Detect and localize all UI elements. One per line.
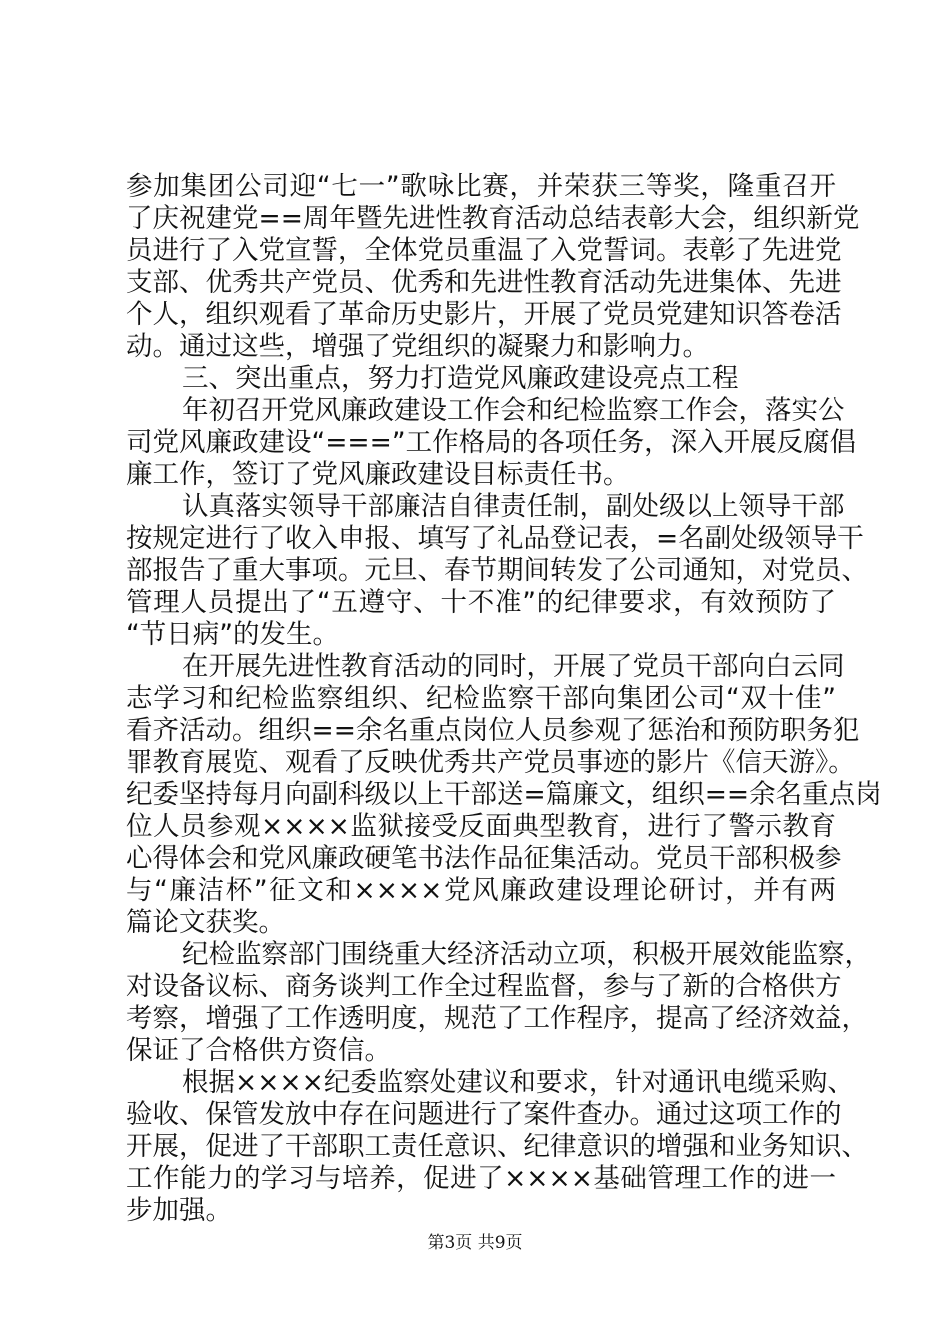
text-line: “节日病”的发生。 bbox=[126, 619, 339, 650]
text-line: 篇论文获奖。 bbox=[126, 907, 285, 938]
text-line: 对设备议标、商务谈判工作全过程监督，参与了新的合格供方 bbox=[126, 971, 842, 1002]
text-line: 个人，组织观看了革命历史影片，开展了党员党建知识答卷活 bbox=[126, 299, 842, 330]
text-line: 根据××××纪委监察处建议和要求，针对通讯电缆采购、 bbox=[182, 1067, 854, 1098]
text-line: 罪教育展览、观看了反映优秀共产党员事迹的影片《信天游》。 bbox=[126, 747, 855, 778]
text-line: 员进行了入党宣誓，全体党员重温了入党誓词。表彰了先进党 bbox=[126, 235, 842, 266]
text-line: 与“廉洁杯”征文和××××党风廉政建设理论研讨，并有两 bbox=[126, 875, 836, 906]
text-line: 在开展先进性教育活动的同时，开展了党员干部向白云同 bbox=[182, 651, 845, 682]
text-line: 按规定进行了收入申报、填写了礼品登记表，=名副处级领导干 bbox=[126, 523, 864, 554]
text-line: 考察，增强了工作透明度，规范了工作程序，提高了经济效益， bbox=[126, 1003, 868, 1034]
text-line: 三、突出重点，努力打造党风廉政建设亮点工程 bbox=[182, 363, 739, 394]
text-line: 认真落实领导干部廉洁自律责任制，副处级以上领导干部 bbox=[182, 491, 845, 522]
text-line: 纪委坚持每月向副科级以上干部送=篇廉文，组织==余名重点岗 bbox=[126, 779, 882, 810]
text-line: 管理人员提出了“五遵守、十不准”的纪律要求，有效预防了 bbox=[126, 587, 836, 618]
text-line: 纪检监察部门围绕重大经济活动立项，积极开展效能监察， bbox=[182, 939, 871, 970]
document-body bbox=[126, 171, 882, 1227]
text-line: 志学习和纪检监察组织、纪检监察干部向集团公司“双十佳” bbox=[126, 683, 836, 714]
text-line: 验收、保管发放中存在问题进行了案件查办。通过这项工作的 bbox=[126, 1099, 842, 1130]
text-line: 工作能力的学习与培养，促进了××××基础管理工作的进一 bbox=[126, 1163, 836, 1194]
text-line: 保证了合格供方资信。 bbox=[126, 1035, 391, 1066]
page-footer: 第3页 共9页 bbox=[427, 1233, 523, 1253]
text-line: 年初召开党风廉政建设工作会和纪检监察工作会，落实公 bbox=[182, 395, 845, 426]
text-line: 廉工作，签订了党风廉政建设目标责任书。 bbox=[126, 459, 630, 490]
text-line: 步加强。 bbox=[126, 1195, 232, 1226]
text-line: 开展，促进了干部职工责任意识、纪律意识的增强和业务知识、 bbox=[126, 1131, 868, 1162]
text-line: 支部、优秀共产党员、优秀和先进性教育活动先进集体、先进 bbox=[126, 267, 842, 298]
text-line: 动。通过这些，增强了党组织的凝聚力和影响力。 bbox=[126, 331, 709, 362]
text-line: 看齐活动。组织==余名重点岗位人员参观了惩治和预防职务犯 bbox=[126, 715, 860, 746]
text-line: 参加集团公司迎“七一”歌咏比赛，并荣获三等奖，隆重召开 bbox=[126, 171, 836, 202]
text-line: 位人员参观××××监狱接受反面典型教育，进行了警示教育 bbox=[126, 811, 836, 842]
text-line: 了庆祝建党==周年暨先进性教育活动总结表彰大会，组织新党 bbox=[126, 203, 860, 234]
text-line: 司党风廉政建设“===”工作格局的各项任务，深入开展反腐倡 bbox=[126, 427, 857, 458]
text-line: 心得体会和党风廉政硬笔书法作品征集活动。党员干部积极参 bbox=[126, 843, 842, 874]
text-line: 部报告了重大事项。元旦、春节期间转发了公司通知，对党员、 bbox=[126, 555, 868, 586]
